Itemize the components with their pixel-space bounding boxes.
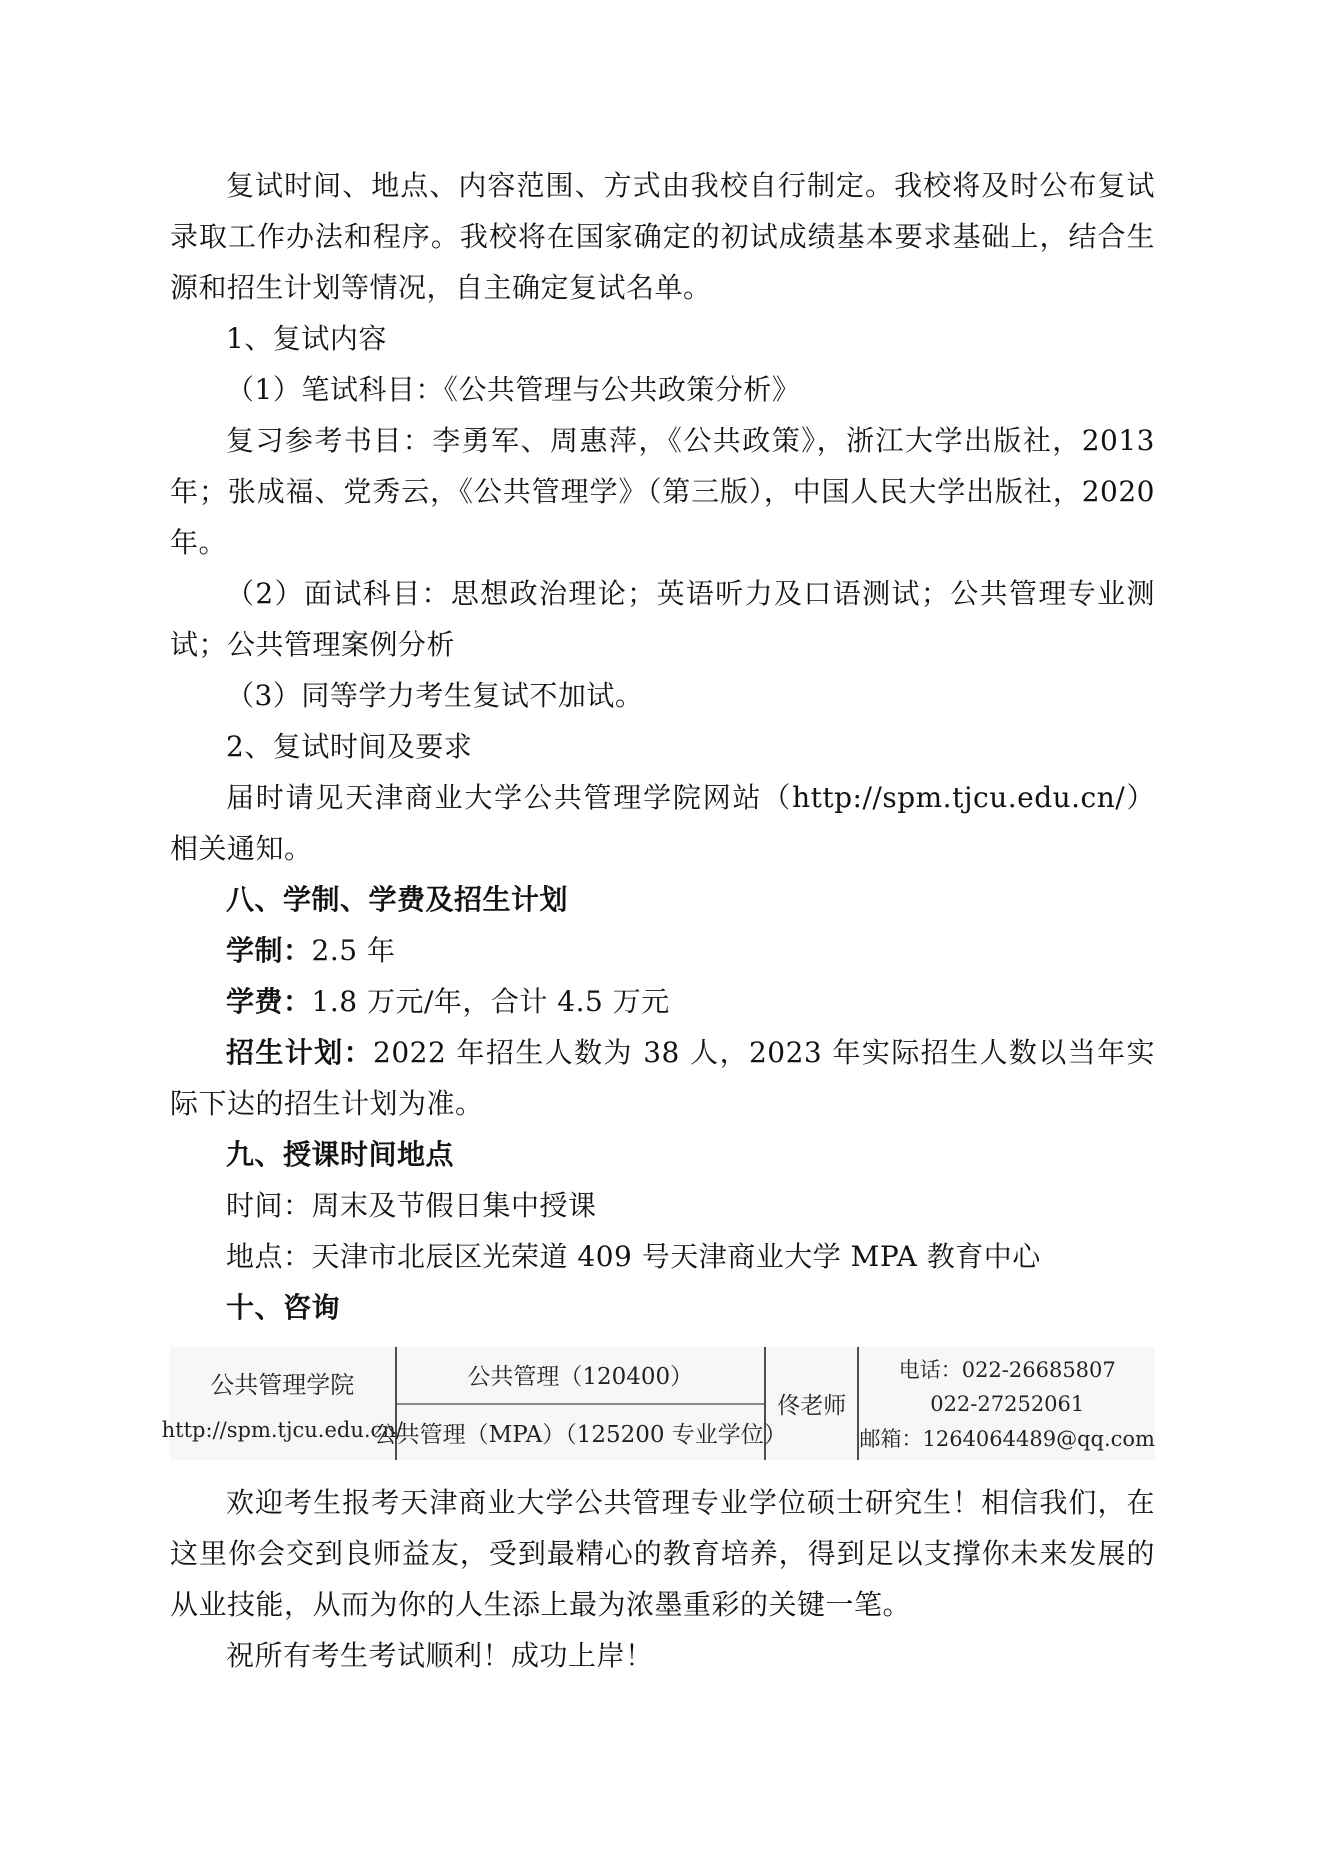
paragraph-written-subject: （1）笔试科目：《公共管理与公共政策分析》: [226, 373, 801, 406]
paragraph-duration: [170, 925, 1155, 976]
document-body: [161, 160, 1155, 1681]
section-heading-10: 十、咨询: [226, 1291, 341, 1324]
paragraph-class-location: 地点：天津市北辰区光荣道 409 号天津商业大学 MPA 教育中心: [226, 1240, 1041, 1273]
paragraph-enrollment-plan: [170, 1027, 1155, 1129]
paragraph-reference-books: 复习参考书目：李勇军、周惠萍，《公共政策》，浙江大学出版社，2013 年；张成福、党秀云，《公共管理学》（第三版），中国人民大学出版社，2020 年。: [170, 424, 1155, 559]
consult-table-programs-cell: [373, 1347, 787, 1460]
phone-line-1: 电话：022-26685807: [898, 1358, 1116, 1383]
paragraph-interview-subjects: （2）面试科目：思想政治理论；英语听力及口语测试；公共管理专业测试；公共管理案例分析: [170, 577, 1155, 661]
consult-table-phone-cell: [859, 1347, 1155, 1460]
duration-label: 学制：: [226, 934, 312, 967]
paragraph-equivalent-note: （3）同等学力考生复试不加试。: [226, 679, 644, 712]
tuition-value: 1.8 万元/年，合计 4.5 万元: [311, 985, 670, 1018]
consult-table: [161, 1347, 1155, 1460]
paragraph-reexam-notice: 届时请见天津商业大学公共管理学院网站（http://spm.tjcu.edu.cn/）相关通知。: [170, 781, 1155, 865]
list-item-1-heading: 1、复试内容: [226, 322, 387, 355]
section-heading-9: 九、授课时间地点: [226, 1138, 455, 1171]
paragraph-tuition: [170, 976, 1155, 1027]
paragraph-class-time: 时间：周末及节假日集中授课: [226, 1189, 597, 1222]
enrollment-value: 2022 年招生人数为 38 人，2023 年实际招生人数以当年实际下达的招生计划为准。: [170, 1036, 1155, 1120]
consult-table-contact-cell: [766, 1347, 860, 1460]
college-name: 公共管理学院: [210, 1371, 355, 1399]
paragraph-wish: 祝所有考生考试顺利！成功上岸！: [226, 1639, 654, 1672]
list-item-2-heading: 2、复试时间及要求: [226, 730, 473, 763]
enrollment-label: 招生计划：: [226, 1036, 373, 1069]
phone-line-2: 022-27252061: [930, 1391, 1085, 1416]
paragraph-welcome: 欢迎考生报考天津商业大学公共管理专业学位硕士研究生！相信我们，在这里你会交到良师益友，受到最精心的教育培养，得到足以支撑你未来发展的从业技能，从而为你的人生添上最为浓墨重彩的关键一笔。: [170, 1486, 1155, 1621]
consult-table-college-cell: [161, 1347, 403, 1460]
email-line: 邮箱：1264064489@qq.com: [859, 1426, 1155, 1451]
college-url: http://spm.tjcu.edu.cn/: [161, 1418, 403, 1442]
program-academic: 公共管理（120400）: [397, 1347, 764, 1405]
paragraph-reexam-intro: 复试时间、地点、内容范围、方式由我校自行制定。我校将及时公布复试录取工作办法和程序。我校将在国家确定的初试成绩基本要求基础上，结合生源和招生计划等情况，自主确定复试名单。: [170, 169, 1155, 304]
tuition-label: 学费：: [226, 985, 312, 1018]
program-professional: 公共管理（MPA）（125200 专业学位）: [373, 1421, 787, 1448]
section-heading-8: 八、学制、学费及招生计划: [226, 883, 569, 916]
duration-value: 2.5 年: [311, 934, 396, 967]
contact-person: 佟老师: [777, 1393, 847, 1419]
